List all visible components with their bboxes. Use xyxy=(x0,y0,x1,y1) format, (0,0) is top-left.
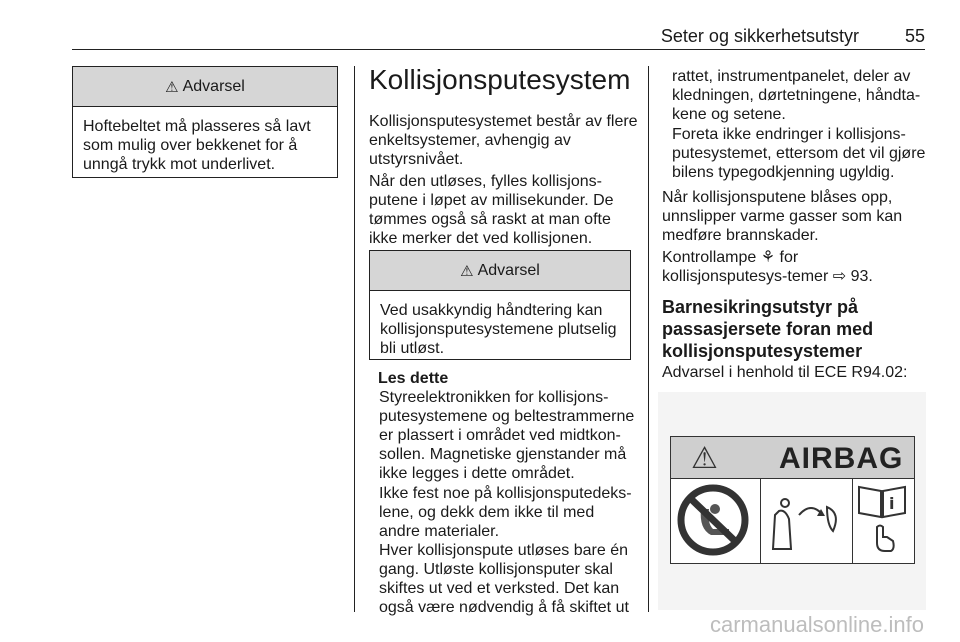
no-rear-facing-seat-icon xyxy=(671,479,761,563)
page-number: 55 xyxy=(904,26,925,46)
column-divider-left xyxy=(354,66,355,612)
manual-info-icon xyxy=(853,479,915,563)
label-header xyxy=(671,437,914,479)
paragraph: Foreta ikke endringer i kollisjons-putesystemet, ettersom det vil gjøre bilens typegodkjenning ugyldig. xyxy=(672,126,926,181)
paragraph-continued: rattet, instrumentpanelet, deler av kledningen, dørtetningene, håndta-kene og setene. xyxy=(672,68,921,123)
warning-triangle-icon: ⚠ xyxy=(460,262,474,280)
airbag-label xyxy=(670,436,915,564)
section-title: Seter og sikkerhetsutstyr xyxy=(660,26,859,46)
warning-title: Advarsel xyxy=(477,261,540,279)
warning-header xyxy=(370,251,630,291)
warning-text: Ved usakkyndig håndtering kan kollisjonsputesystemene plutselig bli utløst. xyxy=(380,302,617,357)
note-title: Les dette xyxy=(378,370,449,387)
section-heading: Kollisjonsputesystem xyxy=(369,64,631,95)
warning-triangle-icon: ⚠ xyxy=(165,78,179,96)
paragraph: Kontrollampe ⚘ for kollisjonsputesys-temer ⇨ 93. xyxy=(662,249,873,285)
airbag-label-image xyxy=(658,392,926,610)
warning-box-belt xyxy=(72,66,338,178)
page-header xyxy=(72,20,925,50)
airbag-deploy-icon xyxy=(761,479,853,563)
sub-heading: Barnesikringsutstyr på passasjersete foran med kollisjonsputesystemer xyxy=(662,297,874,361)
note-paragraph: Hver kollisjonspute utløses bare én gang. Utløste kollisjonsputer skal skiftes ut ved et verksted. Det kan også være nødvendig å få skiftet ut xyxy=(379,542,629,616)
paragraph: Når kollisjonsputene blåses opp, unnslipper varme gasser som kan medføre brannskader. xyxy=(662,189,903,244)
warning-text: Hoftebeltet må plasseres så lavt som mulig over bekkenet for å unngå trykk mot underlivet. xyxy=(83,118,311,173)
watermark: carmanualsonline.info xyxy=(709,612,924,637)
column-divider-right xyxy=(648,66,649,612)
note-paragraph: Ikke fest noe på kollisjonsputedeks-lene, og dekk dem ikke til med andre materialer. xyxy=(379,485,632,540)
svg-text:i: i xyxy=(889,494,895,513)
paragraph: Advarsel i henhold til ECE R94.02: xyxy=(662,364,908,381)
note-paragraph: Styreelektronikken for kollisjons-putesystemene og beltestrammerne er plassert i området ved midtkon-sollen. Magnetiske gjenstander må ikke legges i dette området. xyxy=(379,389,635,482)
warning-title: Advarsel xyxy=(182,77,245,95)
warning-box-airbag xyxy=(369,250,631,360)
paragraph: Når den utløses, fylles kollisjons-putene i løpet av millisekunder. De tømmes også så raskt at man ofte ikke merker det ved kollisjonen. xyxy=(369,173,614,247)
warning-triangle-icon: ⚠ xyxy=(691,442,718,475)
warning-header xyxy=(73,67,337,107)
label-airbag-text: AIRBAG xyxy=(779,442,904,475)
paragraph: Kollisjonsputesystemet består av flere enkeltsystemer, avhengig av utstyrsnivået. xyxy=(369,113,638,168)
